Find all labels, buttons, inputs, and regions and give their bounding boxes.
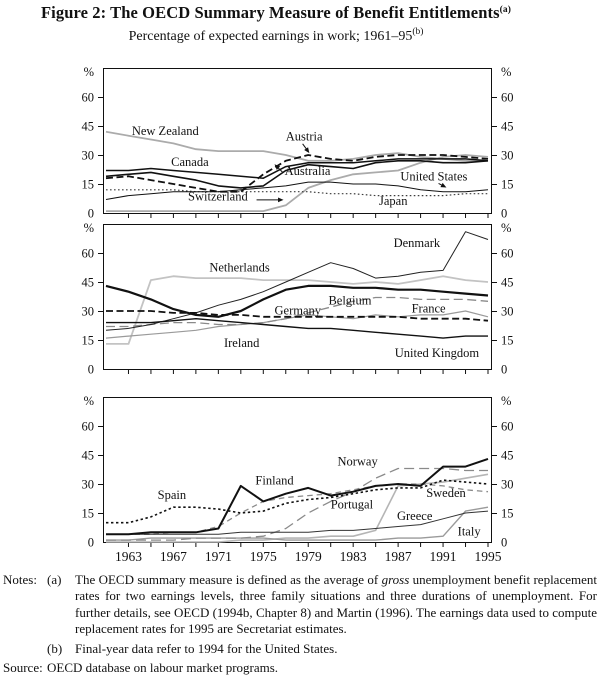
chart-panel-top [0, 54, 600, 218]
title-footnote-marker: (a) [499, 5, 511, 15]
percent-axis-label-left: % [83, 394, 94, 408]
percent-axis-label-right: % [501, 65, 512, 79]
series-label-finland: Finland [255, 473, 294, 488]
y-axis-label-left: 0 [87, 206, 94, 218]
y-axis-label-left: 30 [81, 477, 94, 492]
x-axis-year-label: 1975 [249, 549, 277, 564]
y-axis-label-left: 60 [81, 246, 94, 261]
chart-panel-middle [0, 218, 600, 376]
x-axis-year-label: 1987 [384, 549, 412, 564]
x-axis-year-label: 1967 [159, 549, 187, 564]
note-a-text-italic: gross [381, 572, 410, 587]
y-axis-label-left: 0 [87, 535, 94, 550]
series-label-italy: Italy [457, 524, 481, 539]
note-b-row [3, 641, 597, 657]
series-line-united-kingdom [106, 319, 488, 338]
y-axis-label-right: 30 [501, 148, 514, 163]
series-label-ireland: Ireland [223, 336, 260, 351]
note-a-text [75, 572, 597, 638]
series-label-australia: Australia [284, 164, 331, 179]
note-a-text-pre: The OECD summary measure is defined as the average of [75, 572, 382, 587]
y-axis-label-left: 60 [81, 90, 94, 105]
percent-axis-label-right: % [501, 221, 512, 235]
y-axis-label-right: 15 [501, 333, 514, 348]
x-axis-year-label: 1963 [114, 549, 142, 564]
x-axis-year-label: 1991 [429, 549, 457, 564]
series-label-sweden: Sweden [426, 485, 466, 500]
y-axis-label-left: 0 [87, 362, 94, 376]
series-label-japan: Japan [379, 193, 408, 208]
y-axis-label-right: 45 [501, 275, 514, 290]
series-label-norway: Norway [337, 454, 378, 469]
y-axis-label-left: 15 [81, 506, 94, 521]
figure-title-text: Figure 2: The OECD Summary Measure of Benefit Entitlements [41, 3, 500, 22]
x-axis-year-label: 1971 [204, 549, 232, 564]
y-axis-label-right: 60 [501, 419, 514, 434]
y-axis-label-left: 45 [81, 275, 94, 290]
y-axis-label-left: 30 [81, 148, 94, 163]
series-label-portugal: Portugal [330, 497, 374, 512]
series-label-netherlands: Netherlands [209, 260, 270, 275]
chart-panel-bottom [0, 391, 600, 569]
y-axis-label-left: 60 [81, 419, 94, 434]
subtitle-footnote-marker: (b) [412, 27, 424, 37]
series-label-greece: Greece [396, 509, 433, 524]
series-label-germany: Germany [274, 303, 322, 318]
x-axis-year-label: 1979 [294, 549, 322, 564]
y-axis-label-right: 0 [501, 206, 508, 218]
y-axis-label-left: 45 [81, 448, 94, 463]
annotation-arrow-head-austria [304, 147, 309, 153]
note-b-marker: (b) [47, 640, 63, 656]
notes-label: Notes: [3, 572, 37, 587]
note-a-row [3, 572, 597, 638]
series-label-new-zealand: New Zealand [131, 124, 199, 139]
percent-axis-label-right: % [501, 394, 512, 408]
series-label-belgium: Belgium [328, 293, 372, 308]
note-b-text: Final-year data refer to 1994 for the United States. [75, 640, 338, 656]
series-label-austria: Austria [285, 129, 323, 144]
y-axis-label-right: 15 [501, 177, 514, 192]
y-axis-label-right: 15 [501, 506, 514, 521]
y-axis-label-left: 30 [81, 304, 94, 319]
y-axis-label-right: 45 [501, 448, 514, 463]
y-axis-label-right: 0 [501, 535, 508, 550]
series-label-switzerland: Switzerland [188, 189, 248, 204]
series-label-canada: Canada [171, 155, 209, 170]
source-label: Source: [3, 659, 43, 675]
note-b-spacer [3, 641, 47, 657]
figure-subtitle-text: Percentage of expected earnings in work; 1961–95 [128, 29, 413, 44]
y-axis-label-right: 30 [501, 304, 514, 319]
y-axis-label-right: 30 [501, 477, 514, 492]
x-axis-year-label: 1995 [474, 549, 502, 564]
y-axis-label-right: 45 [501, 119, 514, 134]
annotation-arrow-head-switzerland [278, 197, 284, 202]
series-line-norway [106, 469, 488, 541]
x-axis-year-label: 1983 [339, 549, 367, 564]
source-row [3, 660, 597, 676]
series-label-spain: Spain [157, 487, 187, 502]
source-text: OECD database on labour market programs. [47, 659, 279, 675]
note-a-marker: (a) [47, 572, 62, 587]
percent-axis-label-left: % [83, 221, 94, 235]
figure-title [0, 3, 552, 23]
note-a-text-post: unemployment benefit replacement rates for two earnings levels, three family situations and three durations of unemployment. For further details, see OECD (1994b, Chapter 8) and Martin (1996). The earnings data used to compute replacement rates for 1995 are Secretariat estimates. [75, 572, 597, 637]
notes-block [3, 572, 597, 679]
series-label-united-states: United States [400, 169, 468, 184]
series-label-denmark: Denmark [393, 236, 441, 251]
y-axis-label-left: 45 [81, 119, 94, 134]
y-axis-label-right: 0 [501, 362, 508, 376]
figure-subtitle [0, 29, 552, 45]
series-label-france: France [411, 301, 446, 316]
y-axis-label-left: 15 [81, 333, 94, 348]
y-axis-label-right: 60 [501, 246, 514, 261]
y-axis-label-right: 60 [501, 90, 514, 105]
y-axis-label-left: 15 [81, 177, 94, 192]
percent-axis-label-left: % [83, 65, 94, 79]
series-label-united-kingdom: United Kingdom [394, 345, 480, 360]
